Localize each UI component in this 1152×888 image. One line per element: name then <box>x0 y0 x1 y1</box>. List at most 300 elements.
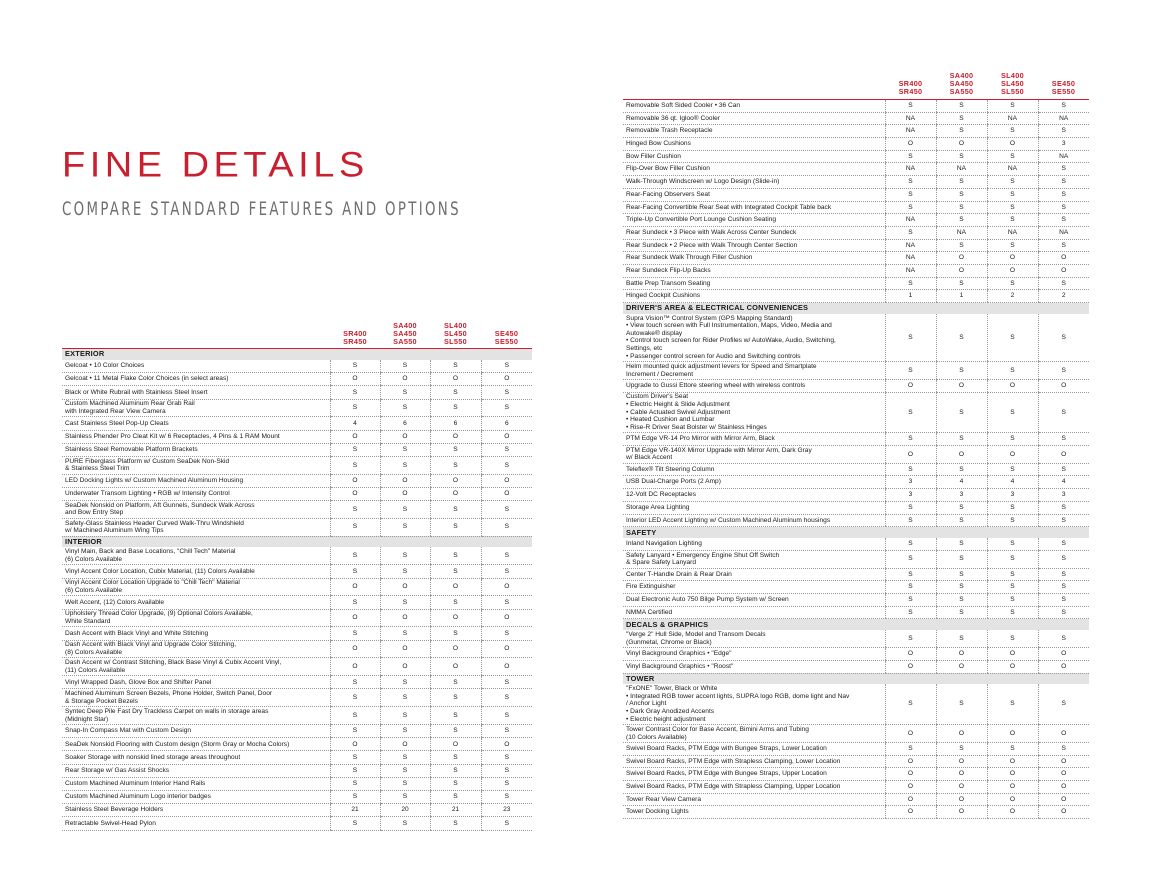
feature-cell <box>623 125 885 138</box>
availability-cell: S <box>936 277 987 290</box>
table-row <box>623 125 1089 138</box>
availability-cell: S <box>1038 594 1089 607</box>
feature-label: Gelcoat • 10 Color Choices <box>65 362 145 370</box>
availability-cell: S <box>330 443 380 456</box>
feature-label: Rear Sundeck Walk Through Filler Cushion <box>626 254 753 262</box>
availability-cell: S <box>1038 630 1089 648</box>
model-name: SR400 <box>898 79 923 88</box>
feature-cell <box>623 568 885 581</box>
feature-label-cont: (6) Colors Available <box>65 587 123 595</box>
availability-cell: S <box>885 742 936 755</box>
availability-cell: S <box>380 817 430 830</box>
feature-cell <box>623 489 885 502</box>
feature-cell <box>623 606 885 619</box>
feature-label-cont: (11) Colors Available <box>65 666 126 674</box>
availability-cell: O <box>380 658 430 676</box>
availability-cell: S <box>430 360 481 373</box>
feature-label: Stainless Phender Pro Cleat Kit w/ 6 Receptacles, 4 Pins & 1 RAM Mount <box>65 432 280 440</box>
table-row <box>623 768 1089 781</box>
feature-label: Rear Sundeck • 2 Piece with Walk Through Center Section <box>626 241 798 249</box>
availability-cell: S <box>1038 214 1089 227</box>
availability-cell: NA <box>885 163 936 176</box>
availability-cell: S <box>380 565 430 578</box>
feature-label: Teleflex® Tilt Steering Column <box>626 465 715 473</box>
availability-cell: S <box>885 201 936 214</box>
feature-label: Stainless Steel Removable Platform Brackets <box>65 446 198 454</box>
feature-cell <box>623 476 885 489</box>
availability-cell: O <box>936 379 987 392</box>
availability-cell: S <box>430 751 481 764</box>
availability-cell: S <box>987 214 1038 227</box>
availability-cell: S <box>380 386 430 399</box>
model-header <box>330 330 380 346</box>
availability-cell: S <box>987 538 1038 551</box>
feature-bullet: • Dark Gray Anodized Accents <box>626 707 715 715</box>
availability-cell: S <box>430 790 481 803</box>
availability-cell: S <box>1038 188 1089 201</box>
availability-cell: O <box>430 430 481 443</box>
table-row <box>623 362 1089 380</box>
feature-label: Vinyl Background Graphics • "Roost" <box>626 662 734 670</box>
availability-cell: S <box>987 463 1038 476</box>
availability-cell: O <box>885 781 936 794</box>
availability-cell: O <box>380 474 430 487</box>
feature-label: Removable Soft Sided Cooler • 36 Can <box>626 102 741 110</box>
availability-cell: 4 <box>936 476 987 489</box>
availability-cell: O <box>1038 648 1089 661</box>
feature-label: Triple-Up Convertible Port Lounge Cushion Seating <box>626 216 777 224</box>
availability-cell: O <box>885 660 936 673</box>
feature-label: "FxONE" Tower, Black or White <box>626 685 718 693</box>
availability-cell: O <box>330 578 380 596</box>
availability-cell: O <box>380 609 430 627</box>
availability-cell: S <box>1038 463 1089 476</box>
table-row <box>623 648 1089 661</box>
availability-cell: NA <box>885 112 936 125</box>
feature-label: Rear-Facing Observers Seat <box>626 190 710 198</box>
availability-cell: S <box>936 100 987 113</box>
availability-cell: 3 <box>885 476 936 489</box>
availability-cell: O <box>885 725 936 743</box>
availability-cell: S <box>330 386 380 399</box>
availability-cell: O <box>987 793 1038 806</box>
feature-label: Swivel Board Racks, PTM Edge with Bungee Straps, Upper Location <box>626 770 827 778</box>
feature-label: Rear Sundeck • 3 Piece with Walk Across Center Sundeck <box>626 228 797 236</box>
feature-label: Syntec Deep Pile Fast Dry Trackless Carpet on walls in storage areas <box>65 708 269 716</box>
availability-cell: O <box>330 609 380 627</box>
availability-cell: O <box>936 660 987 673</box>
availability-cell: NA <box>1038 226 1089 239</box>
feature-cell <box>62 725 330 738</box>
availability-cell: O <box>430 474 481 487</box>
right-spec-table <box>623 99 1089 819</box>
availability-cell: S <box>380 518 430 536</box>
feature-bullet: • Cable Actuated Swivel Adjustment <box>626 408 731 416</box>
availability-cell: O <box>1038 725 1089 743</box>
availability-cell: S <box>481 456 532 474</box>
feature-bullet: • Electric Height & Slide Adjustment <box>626 401 730 409</box>
availability-cell: S <box>380 360 430 373</box>
table-row <box>62 501 532 519</box>
model-name: SA550 <box>949 87 974 96</box>
model-header <box>481 330 532 346</box>
model-header-row <box>623 68 1089 98</box>
availability-cell: O <box>987 138 1038 151</box>
availability-cell: S <box>430 386 481 399</box>
availability-cell: O <box>885 648 936 661</box>
availability-cell: O <box>885 806 936 819</box>
availability-cell: S <box>380 751 430 764</box>
availability-cell: O <box>330 658 380 676</box>
availability-cell: O <box>1038 768 1089 781</box>
table-row <box>62 565 532 578</box>
availability-cell: S <box>936 392 987 433</box>
table-row <box>623 239 1089 252</box>
availability-cell: S <box>430 547 481 565</box>
availability-cell: NA <box>885 252 936 265</box>
feature-label: Tower Docking Lights <box>626 808 689 816</box>
availability-cell: S <box>1038 501 1089 514</box>
availability-cell: S <box>380 707 430 725</box>
feature-bullet: • Heated Cushion and Lumbar <box>626 416 715 424</box>
availability-cell: 6 <box>481 417 532 430</box>
model-name: SL400 <box>1001 71 1024 80</box>
availability-cell: S <box>330 596 380 609</box>
feature-label-cont: Increment / Decrement <box>626 370 694 378</box>
feature-cell <box>623 463 885 476</box>
feature-label: USB Dual-Charge Ports (2 Amp) <box>626 478 721 486</box>
availability-cell: O <box>380 578 430 596</box>
feature-cell <box>623 138 885 151</box>
availability-cell: O <box>481 487 532 500</box>
availability-cell: S <box>987 606 1038 619</box>
availability-cell: O <box>330 373 380 386</box>
availability-cell: O <box>430 738 481 751</box>
feature-label: Soaker Storage with nonskid lined storage areas throughout <box>65 753 241 761</box>
availability-cell: O <box>380 487 430 500</box>
left-spec-table <box>62 348 532 831</box>
availability-cell: O <box>481 609 532 627</box>
availability-cell: S <box>1038 684 1089 725</box>
feature-cell <box>623 176 885 189</box>
availability-cell: S <box>936 550 987 568</box>
availability-cell: O <box>936 725 987 743</box>
feature-cell <box>623 725 885 743</box>
model-header <box>1038 80 1089 96</box>
feature-cell <box>62 707 330 725</box>
availability-cell: S <box>987 514 1038 527</box>
availability-cell: S <box>1038 176 1089 189</box>
availability-cell: NA <box>936 163 987 176</box>
feature-cell <box>62 565 330 578</box>
availability-cell: S <box>936 239 987 252</box>
feature-cell <box>623 538 885 551</box>
table-row <box>623 163 1089 176</box>
feature-cell <box>623 379 885 392</box>
availability-cell: S <box>1038 514 1089 527</box>
model-name: SE550 <box>494 337 519 346</box>
feature-cell <box>623 314 885 362</box>
feature-cell <box>62 804 330 817</box>
availability-cell: S <box>481 565 532 578</box>
availability-cell: O <box>1038 264 1089 277</box>
availability-cell: 1 <box>885 290 936 303</box>
feature-label: SeaDek Nonskid on Platform, Aft Gunnels, Sundeck Walk Across <box>65 501 255 509</box>
table-row <box>62 373 532 386</box>
feature-label: "Verge 2" Hull Side, Model and Transom Decals <box>626 630 766 638</box>
availability-cell: O <box>430 658 481 676</box>
availability-cell: S <box>936 581 987 594</box>
table-row <box>62 790 532 803</box>
feature-cell <box>62 689 330 707</box>
table-row <box>623 188 1089 201</box>
feature-cell <box>623 768 885 781</box>
section-title: SAFETY <box>623 527 1089 538</box>
table-row <box>62 640 532 658</box>
feature-cell <box>62 790 330 803</box>
availability-cell: 1 <box>936 290 987 303</box>
availability-cell: O <box>885 793 936 806</box>
availability-cell: O <box>481 658 532 676</box>
feature-cell <box>623 755 885 768</box>
section-title: EXTERIOR <box>62 349 532 360</box>
feature-label-cont: w/ Black Accent <box>626 454 673 462</box>
feature-label-cont: with Integrated Rear View Camera <box>65 407 166 415</box>
feature-bullet: • Rise-R Driver Seat Bolster w/ Stainless Hinges <box>626 423 767 431</box>
availability-cell: S <box>936 684 987 725</box>
availability-cell: S <box>380 501 430 519</box>
availability-cell: S <box>885 314 936 362</box>
feature-label: Tower Contrast Color for Base Accent, Bimini Arms and Tubing <box>626 725 809 733</box>
feature-label: Snap-In Compass Mat with Custom Design <box>65 727 192 735</box>
availability-cell: S <box>380 456 430 474</box>
availability-cell: O <box>885 445 936 463</box>
table-row <box>623 226 1089 239</box>
feature-label: Retractable Swivel-Head Pylon <box>65 819 156 827</box>
table-row <box>623 684 1089 725</box>
table-row <box>623 606 1089 619</box>
availability-cell: O <box>987 264 1038 277</box>
feature-cell <box>623 277 885 290</box>
feature-label: Dash Accent with Black Vinyl and Upgrade Color Stitching, <box>65 641 237 649</box>
availability-cell: O <box>987 445 1038 463</box>
availability-cell: O <box>1038 806 1089 819</box>
feature-label: Vinyl Accent Color Location, Cubix Material, (11) Colors Available <box>65 567 255 575</box>
availability-cell: S <box>885 463 936 476</box>
availability-cell: S <box>430 501 481 519</box>
availability-cell: S <box>936 433 987 446</box>
feature-cell <box>623 514 885 527</box>
feature-label: Upgrade to Gussi Ettore steering wheel with wireless controls <box>626 382 806 390</box>
feature-label-cont: (Midnight Star) <box>65 715 109 723</box>
availability-cell: S <box>987 100 1038 113</box>
model-header <box>885 80 936 96</box>
availability-cell: S <box>481 399 532 417</box>
availability-cell: O <box>1038 445 1089 463</box>
feature-cell <box>62 640 330 658</box>
availability-cell: S <box>936 463 987 476</box>
availability-cell: O <box>430 578 481 596</box>
availability-cell: NA <box>885 125 936 138</box>
availability-cell: 6 <box>380 417 430 430</box>
availability-cell: S <box>430 565 481 578</box>
table-row <box>623 264 1089 277</box>
model-name: SE550 <box>1051 87 1076 96</box>
availability-cell: O <box>987 379 1038 392</box>
feature-bullet: Autowake® display <box>626 329 683 337</box>
table-row <box>623 568 1089 581</box>
section-title: DECALS & GRAPHICS <box>623 619 1089 630</box>
table-row <box>623 476 1089 489</box>
table-row <box>62 596 532 609</box>
availability-cell: O <box>987 660 1038 673</box>
availability-cell: S <box>1038 742 1089 755</box>
section-header <box>623 303 1089 314</box>
availability-cell: 4 <box>987 476 1038 489</box>
availability-cell: S <box>987 277 1038 290</box>
availability-cell: S <box>987 188 1038 201</box>
availability-cell: S <box>330 689 380 707</box>
model-header <box>936 72 987 96</box>
availability-cell: S <box>330 751 380 764</box>
feature-cell <box>62 430 330 443</box>
feature-cell <box>623 100 885 113</box>
availability-cell: S <box>987 314 1038 362</box>
feature-bullet: • Passenger control screen for Audio and Switching controls <box>626 352 801 360</box>
feature-label-cont: (10 Colors Available) <box>626 733 687 741</box>
availability-cell: S <box>330 518 380 536</box>
table-row <box>623 445 1089 463</box>
availability-cell: S <box>987 684 1038 725</box>
availability-cell: S <box>936 150 987 163</box>
availability-cell: S <box>430 456 481 474</box>
availability-cell: O <box>885 755 936 768</box>
feature-cell <box>623 214 885 227</box>
section-header <box>623 619 1089 630</box>
availability-cell: S <box>1038 606 1089 619</box>
availability-cell: S <box>936 606 987 619</box>
feature-cell <box>62 373 330 386</box>
availability-cell: S <box>481 790 532 803</box>
availability-cell: O <box>380 430 430 443</box>
availability-cell: O <box>1038 252 1089 265</box>
model-name: SL400 <box>444 321 467 330</box>
feature-cell <box>623 188 885 201</box>
feature-label: Cast Stainless Steel Pop-Up Cleats <box>65 419 169 427</box>
availability-cell: S <box>330 501 380 519</box>
availability-cell: S <box>380 790 430 803</box>
feature-label: Helm mounted quick adjustment levers for Speed and Smartplate <box>626 362 817 370</box>
feature-cell <box>623 445 885 463</box>
availability-cell: S <box>430 725 481 738</box>
model-name: SA550 <box>393 337 417 346</box>
availability-cell: O <box>1038 781 1089 794</box>
availability-cell: S <box>481 764 532 777</box>
availability-cell: S <box>987 239 1038 252</box>
feature-label: 12-Volt DC Receptacles <box>626 491 697 499</box>
feature-label: Dash Accent with Black Vinyl and White Stitching <box>65 629 209 637</box>
feature-label: Removable 36 qt. Igloo® Cooler <box>626 114 720 122</box>
feature-label: Dash Accent w/ Contrast Stitching, Black Base Vinyl & Cubix Accent Vinyl, <box>65 659 282 667</box>
feature-cell <box>62 751 330 764</box>
availability-cell: S <box>936 112 987 125</box>
availability-cell: S <box>380 725 430 738</box>
availability-cell: S <box>481 817 532 830</box>
availability-cell: 3 <box>1038 138 1089 151</box>
availability-cell: S <box>481 596 532 609</box>
availability-cell: S <box>936 630 987 648</box>
availability-cell: S <box>987 150 1038 163</box>
availability-cell: S <box>885 514 936 527</box>
availability-cell: O <box>1038 379 1089 392</box>
availability-cell: S <box>885 501 936 514</box>
table-row <box>62 658 532 676</box>
model-name: SE450 <box>494 329 519 338</box>
availability-cell: O <box>936 768 987 781</box>
availability-cell: S <box>430 777 481 790</box>
feature-label-cont: & Storage Pocket Bezels <box>65 697 138 705</box>
feature-cell <box>62 777 330 790</box>
feature-label: Inland Navigation Lighting <box>626 539 702 547</box>
table-row <box>62 360 532 373</box>
table-row <box>623 252 1089 265</box>
feature-label: Upholstery Thread Color Upgrade, (9) Optional Colors Available, <box>65 610 253 618</box>
table-row <box>623 514 1089 527</box>
table-row <box>623 489 1089 502</box>
page-subtitle: COMPARE STANDARD FEATURES AND OPTIONS <box>62 198 461 220</box>
availability-cell: S <box>936 201 987 214</box>
availability-cell: S <box>885 594 936 607</box>
table-row <box>62 399 532 417</box>
table-row <box>62 751 532 764</box>
feature-label: Battle Prep Transom Seating <box>626 279 711 287</box>
feature-cell <box>623 362 885 380</box>
availability-cell: S <box>330 777 380 790</box>
feature-label: PTM Edge VR-14 Pro Mirror with Mirror Arm, Black <box>626 435 775 443</box>
feature-cell <box>62 627 330 640</box>
feature-label: Interior LED Accent Lighting w/ Custom Machined Aluminum housings <box>626 516 831 524</box>
availability-cell: S <box>481 707 532 725</box>
table-row <box>623 201 1089 214</box>
availability-cell: S <box>330 707 380 725</box>
feature-cell <box>623 793 885 806</box>
availability-cell: S <box>1038 392 1089 433</box>
availability-cell: S <box>430 764 481 777</box>
availability-cell: S <box>430 443 481 456</box>
table-row <box>62 430 532 443</box>
availability-cell: NA <box>936 226 987 239</box>
availability-cell: S <box>885 568 936 581</box>
availability-cell: S <box>330 764 380 777</box>
availability-cell: S <box>430 707 481 725</box>
feature-label-cont: White Standard <box>65 618 111 626</box>
table-row <box>623 277 1089 290</box>
feature-label-cont: (8) Colors Available <box>65 649 123 657</box>
table-row <box>62 518 532 536</box>
feature-label: Fire Extinguisher <box>626 583 676 591</box>
model-name: SE450 <box>1051 79 1076 88</box>
availability-cell: O <box>1038 660 1089 673</box>
availability-cell: S <box>1038 581 1089 594</box>
table-row <box>623 150 1089 163</box>
availability-cell: S <box>430 518 481 536</box>
availability-cell: S <box>987 568 1038 581</box>
model-name: SR450 <box>343 337 367 346</box>
availability-cell: 3 <box>936 489 987 502</box>
model-name: SA400 <box>949 71 974 80</box>
availability-cell: S <box>885 581 936 594</box>
feature-label: Walk-Through Windscreen w/ Logo Design (Slide-in) <box>626 178 780 186</box>
